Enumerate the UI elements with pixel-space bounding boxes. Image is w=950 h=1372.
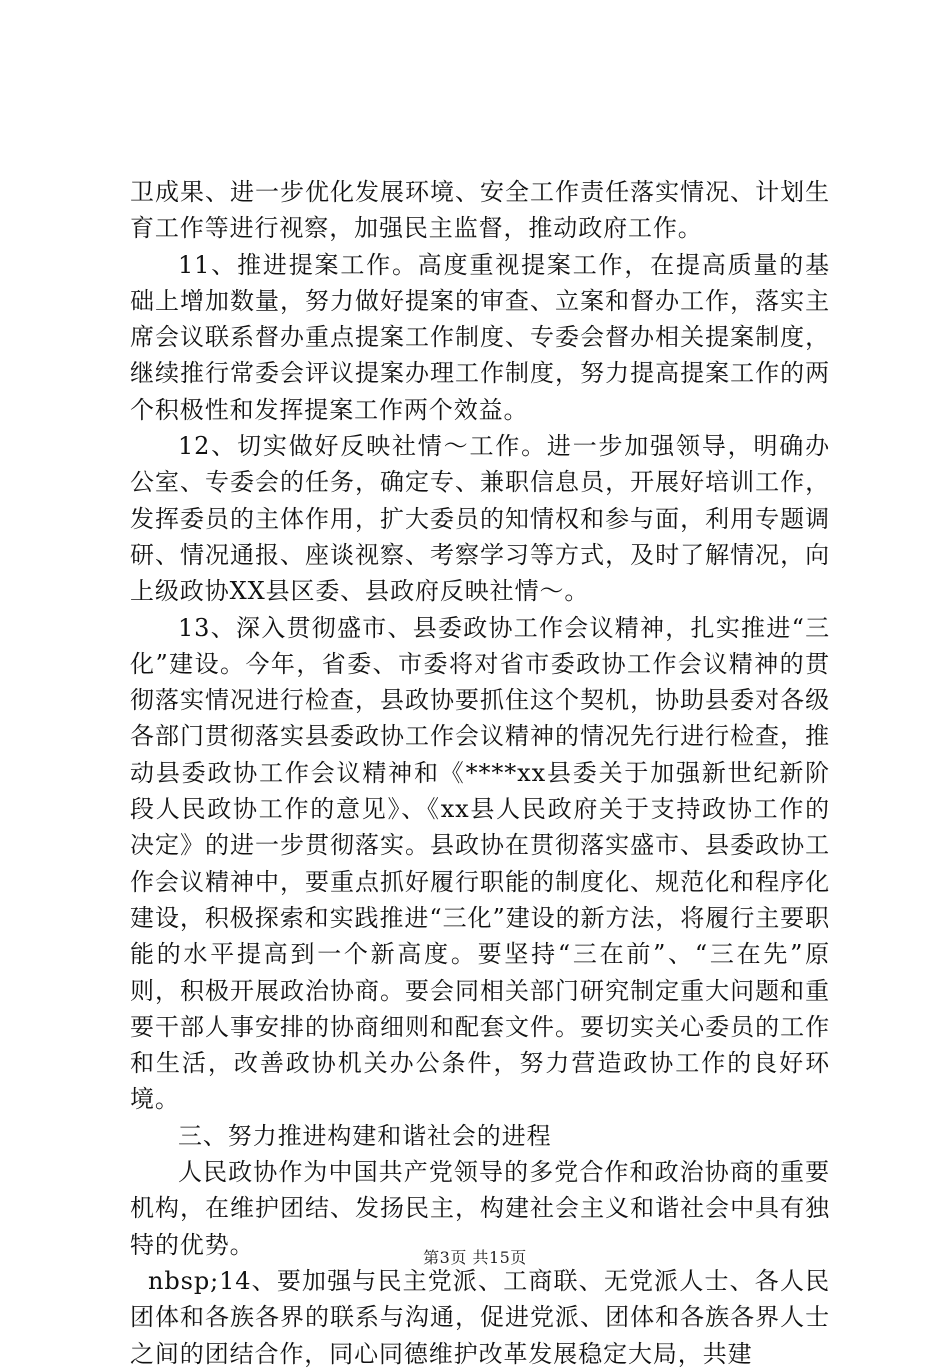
paragraph-1: 卫成果、进一步优化发展环境、安全工作责任落实情况、计划生育工作等进行视察，加强民主监督，推动政府工作。 (130, 178, 830, 243)
paragraph-5: 人民政协作为中国共产党领导的多党合作和政治协商的重要机构，在维护团结、发扬民主，构建社会主义和谐社会中具有独特的优势。 (130, 1158, 830, 1259)
paragraph-4: 13、深入贯彻盛市、县委政协工作会议精神，扎实推进“三化”建设。今年，省委、市委将对省市委政协工作会议精神的贯彻落实情况进行检查，县政协要抓住这个契机，协助县委对各级各部门贯彻落实县委政协工作会议精神的情况先行进行检查，推动县委政协工作会议精神和《****xx县委关于加强新世纪新阶段人民政协工作的意见》、《xx县人民政府关于支持政协工作的决定》的进一步贯彻落实。县政协在贯彻落实盛市、县委政协工作会议精神中，要重点抓好履行职能的制度化、规范化和程序化建设，积极探索和实践推进“三化”建设的新方法，将履行主要职能的水平提高到一个新高度。要坚持“三在前”、“三在先”原则，积极开展政治协商。要会同相关部门研究制定重大问题和重要干部人事安排的协商细则和配套文件。要切实关心委员的工作和生活，改善政协机关办公条件，努力营造政协工作的良好环境。 (130, 613, 830, 1114)
section-heading: 三、努力推进构建和谐社会的进程 (178, 1121, 552, 1150)
paragraph-2: 11、推进提案工作。高度重视提案工作，在提高质量的基础上增加数量，努力做好提案的审查、立案和督办工作，落实主席会议联系督办重点提案工作制度、专委会督办相关提案制度，继续推行常委会评议提案办理工作制度，努力提高提案工作的两个积极性和发挥提案工作两个效益。 (130, 250, 830, 424)
page-number-footer: 第3页 共15页 (423, 1248, 527, 1267)
paragraph-3: 12、切实做好反映社情～工作。进一步加强领导，明确办公室、专委会的任务，确定专、兼职信息员，开展好培训工作，发挥委员的主体作用，扩大委员的知情权和参与面，利用专题调研、情况通报、座谈视察、考察学习等方式，及时了解情况，向上级政协XX县区委、县政府反映社情～。 (130, 432, 830, 606)
paragraph-6: nbsp;14、要加强与民主党派、工商联、无党派人士、各人民团体和各族各界的联系与沟通，促进党派、团体和各族各界人士之间的团结合作，同心同德维护改革发展稳定大局，共建 (130, 1266, 830, 1368)
document-body (130, 174, 830, 1372)
